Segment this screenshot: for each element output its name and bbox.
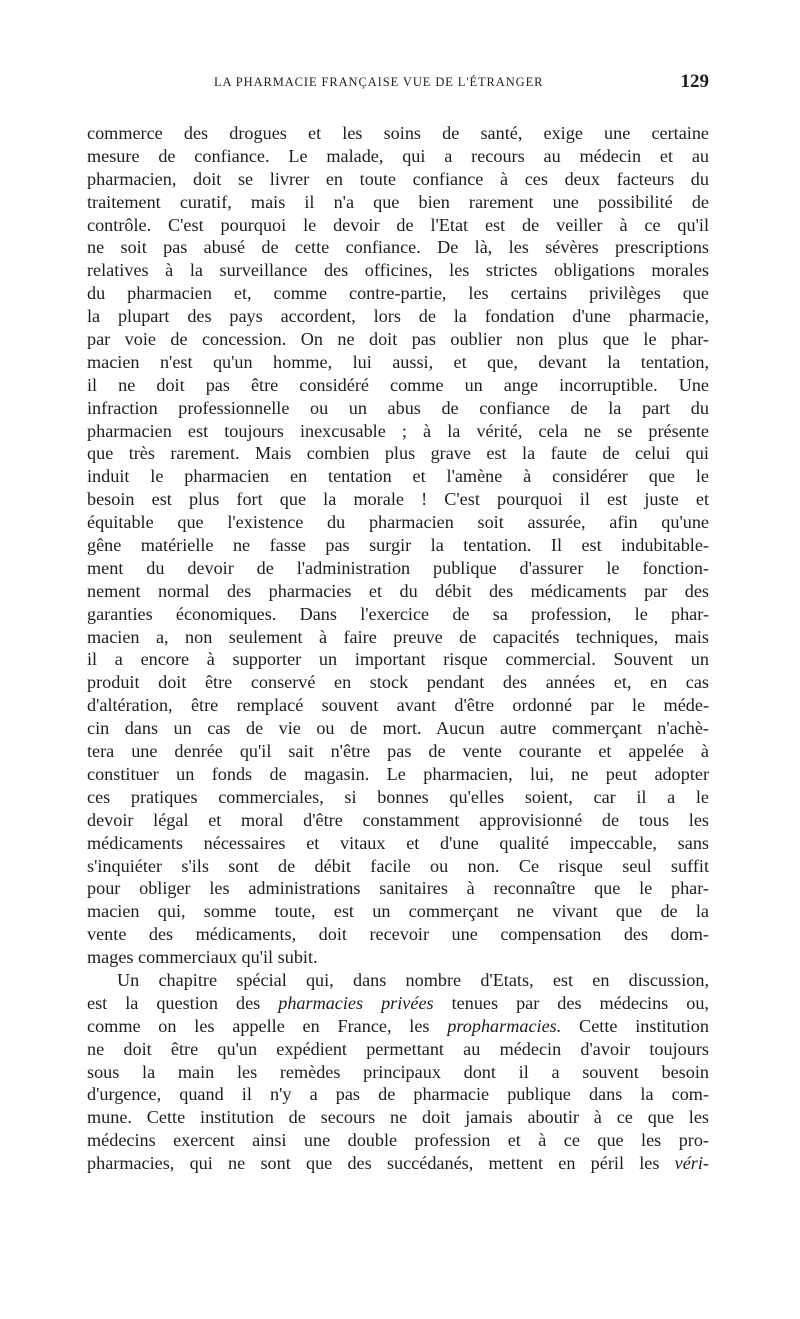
text-line: vente des médicaments, doit recevoir une compensation des dom-: [87, 924, 709, 945]
text-line: Un chapitre spécial qui, dans nombre d'Etats, est en discussion,: [117, 969, 709, 990]
italic-term: véri-: [674, 1153, 709, 1174]
text-line: gêne matérielle ne fasse pas surgir la tentation. Il est indubitable-: [87, 535, 709, 556]
text-line: macien n'est qu'un homme, lui aussi, et que, devant la tentation,: [87, 351, 709, 372]
text-line: garanties économiques. Dans l'exercice de sa profession, le phar-: [87, 603, 709, 624]
text-line: devoir légal et moral d'être constamment approvisionné de tous les: [87, 809, 709, 830]
text-line: d'altération, être remplacé souvent avant d'être ordonné par le méde-: [87, 695, 709, 716]
text-run: Cette institution: [561, 1015, 709, 1036]
text-line: la plupart des pays accordent, lors de la fondation d'une pharmacie,: [87, 306, 709, 327]
italic-term: propharmacies.: [447, 1015, 562, 1036]
text-line: pharmacien est toujours inexcusable ; à la vérité, cela ne se présente: [87, 420, 709, 441]
text-run: est la question des: [87, 992, 279, 1013]
text-line: que très rarement. Mais combien plus grave est la faute de celui qui: [87, 443, 709, 464]
text-line: cin dans un cas de vie ou de mort. Aucun autre commerçant n'achè-: [87, 718, 709, 739]
text-line: pour obliger les administrations sanitaires à reconnaître que le phar-: [87, 878, 709, 899]
text-line: [87, 992, 709, 1015]
text-line: tera une denrée qu'il sait n'être pas de vente courante et appelée à: [87, 741, 709, 762]
text-line: il ne doit pas être considéré comme un ange incorruptible. Une: [87, 374, 709, 395]
body-text: [87, 122, 709, 1175]
text-line: du pharmacien et, comme contre-partie, les certains privilèges que: [87, 283, 709, 304]
text-line: [87, 1152, 709, 1175]
paragraph-1: [87, 122, 709, 969]
text-line: besoin est plus fort que la morale ! C'est pourquoi il est juste et: [87, 489, 709, 510]
text-line: pharmacien, doit se livrer en toute confiance à ces deux facteurs du: [87, 168, 709, 189]
text-line: mune. Cette institution de secours ne doit jamais aboutir à ce que les: [87, 1107, 709, 1128]
text-line: ces pratiques commerciales, si bonnes qu'elles soient, car il a le: [87, 786, 709, 807]
text-line: médecins exercent ainsi une double profession et à ce que les pro-: [87, 1130, 709, 1151]
text-run: pharmacies, qui ne sont que des succédanés, mettent en péril les: [87, 1153, 675, 1174]
text-line: [87, 1015, 709, 1038]
text-line: s'inquiéter s'ils sont de débit facile ou non. Ce risque seul suffit: [87, 855, 709, 876]
text-line: il a encore à supporter un important risque commercial. Souvent un: [87, 649, 709, 670]
text-line: nement normal des pharmacies et du débit des médicaments par des: [87, 580, 709, 601]
text-line: infraction professionnelle ou un abus de confiance de la part du: [87, 397, 709, 418]
text-line: relatives à la surveillance des officines, les strictes obligations morales: [87, 260, 709, 281]
text-line: par voie de concession. On ne doit pas oublier non plus que le phar-: [87, 329, 709, 350]
text-line: commerce des drogues et les soins de santé, exige une certaine: [87, 123, 709, 143]
text-line: médicaments nécessaires et vitaux et d'une qualité impeccable, sans: [87, 832, 709, 853]
text-line: macien qui, somme toute, est un commerçant ne vivant que de la: [87, 901, 709, 922]
running-head: [87, 71, 709, 95]
text-line: ne soit pas abusé de cette confiance. De là, les sévères prescriptions: [87, 237, 709, 258]
running-title: LA PHARMACIE FRANÇAISE VUE DE L'ÉTRANGER: [214, 75, 544, 89]
text-line: mesure de confiance. Le malade, qui a recours au médecin et au: [87, 145, 709, 166]
page-number: 129: [680, 71, 709, 92]
text-line: d'urgence, quand il n'y a pas de pharmacie publique dans la com-: [87, 1084, 709, 1105]
text-run: comme on les appelle en France, les: [87, 1015, 448, 1036]
text-run: tenues par des médecins ou,: [433, 992, 709, 1013]
text-line: ment du devoir de l'administration publique d'assurer le fonction-: [87, 557, 709, 578]
text-line: constituer un fonds de magasin. Le pharmacien, lui, ne peut adopter: [87, 763, 709, 784]
text-line: sous la main les remèdes principaux dont il a souvent besoin: [87, 1061, 709, 1082]
text-line: contrôle. C'est pourquoi le devoir de l'Etat est de veiller à ce qu'il: [87, 214, 709, 235]
text-line: induit le pharmacien en tentation et l'amène à considérer que le: [87, 466, 709, 487]
text-line: ne doit être qu'un expédient permettant au médecin d'avoir toujours: [87, 1038, 709, 1059]
text-line: mages commerciaux qu'il subit.: [87, 947, 318, 968]
text-line: équitable que l'existence du pharmacien soit assurée, afin qu'une: [87, 512, 709, 533]
italic-term: pharmacies privées: [278, 992, 434, 1013]
text-line: traitement curatif, mais il n'a que bien rarement une possibilité de: [87, 191, 709, 212]
paragraph-2: [87, 969, 709, 1175]
text-line: produit doit être conservé en stock pendant des années et, en cas: [87, 672, 709, 693]
text-line: macien a, non seulement à faire preuve de capacités techniques, mais: [87, 626, 709, 647]
